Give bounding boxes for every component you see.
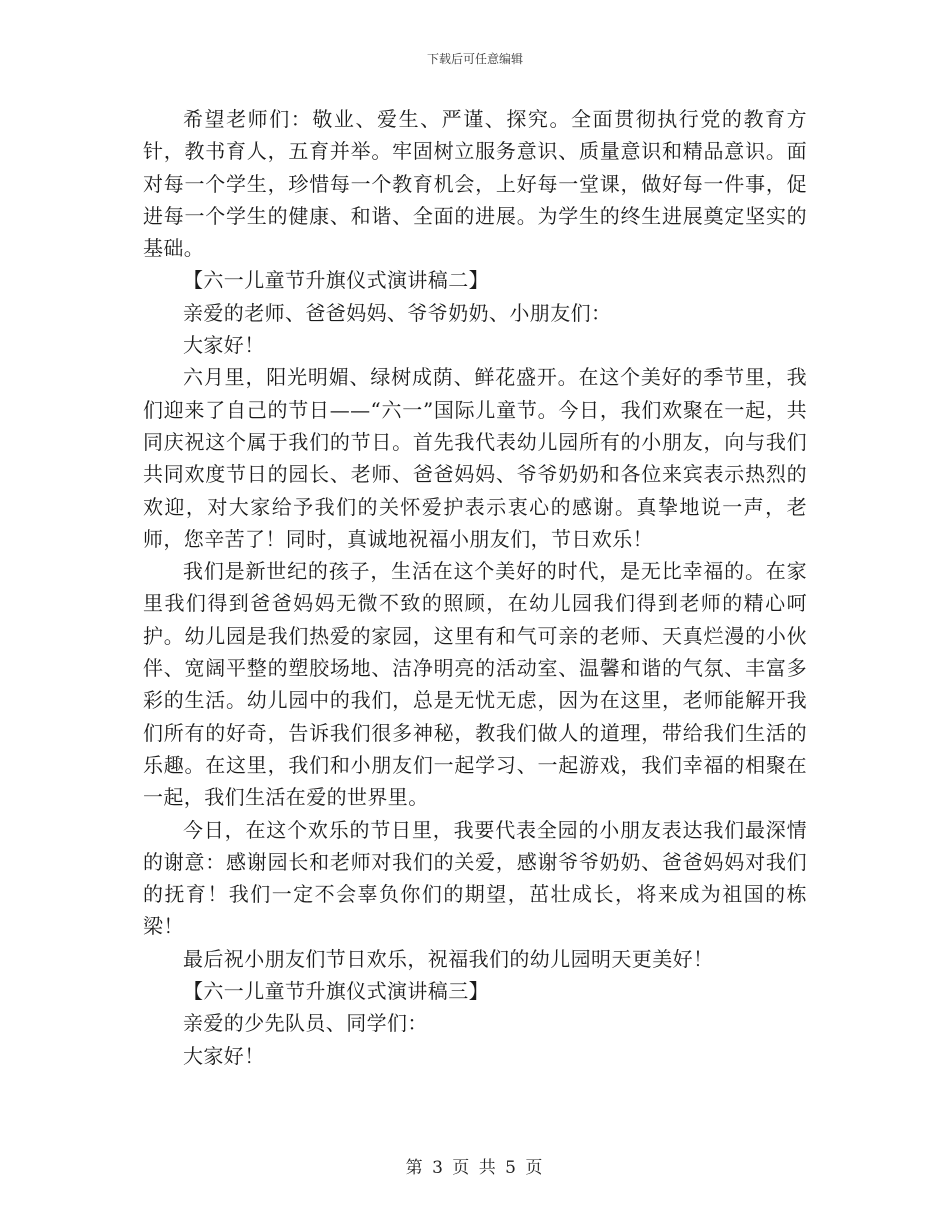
paragraph: 六月里，阳光明媚、绿树成荫、鲜花盛开。在这个美好的季节里，我们迎来了自己的节日——“六一”国际儿童节。今日，我们欢聚在一起，共同庆祝这个属于我们的节日。首先我代表幼儿园所有的小朋友，向与我们共同欢度节日的园长、老师、爸爸妈妈、爷爷奶奶和各位来宾表示热烈的欢迎，对大家给予我们的关怀爱护表示衷心的感谢。真挚地说一声，老师，您辛苦了！同时，真诚地祝福小朋友们，节日欢乐！ — [143, 365, 807, 551]
greeting: 大家好！ — [183, 333, 265, 358]
salutation: 亲爱的少先队员、同学们： — [183, 1011, 428, 1036]
page-header: 下载后可任意编辑 — [426, 52, 523, 66]
paragraph: 我们是新世纪的孩子，生活在这个美好的时代，是无比幸福的。在家里我们得到爸爸妈妈无微不致的照顾，在幼儿园我们得到老师的精心呵护。幼儿园是我们热爱的家园，这里有和气可亲的老师、天真烂漫的小伙伴、宽阔平整的塑胶场地、洁净明亮的活动室、温馨和谐的气氛、丰富多彩的生活。幼儿园中的我们，总是无忧无虑，因为在这里，老师能解开我们所有的好奇，告诉我们很多神秘，教我们做人的道理，带给我们生活的乐趣。在这里，我们和小朋友们一起学习、一起游戏，我们幸福的相聚在一起，我们生活在爱的世界里。 — [143, 559, 807, 810]
greeting: 大家好！ — [183, 1043, 265, 1068]
paragraph: 希望老师们：敬业、爱生、严谨、探究。全面贯彻执行党的教育方针，教书育人，五育并举。牢固树立服务意识、质量意识和精品意识。面对每一个学生，珍惜每一个教育机会，上好每一堂课，做好每一件事，促进每一个学生的健康、和谐、全面的进展。为学生的终生进展奠定坚实的基础。 — [143, 107, 807, 261]
section-heading: 【六一儿童节升旗仪式演讲稿二】 — [183, 268, 489, 293]
document-body — [143, 103, 807, 1072]
section-heading: 【六一儿童节升旗仪式演讲稿三】 — [183, 979, 489, 1004]
page-footer: 第 3 页 共 5 页 — [405, 1158, 545, 1178]
paragraph: 最后祝小朋友们节日欢乐，祝福我们的幼儿园明天更美好！ — [183, 946, 714, 971]
paragraph: 今日，在这个欢乐的节日里，我要代表全园的小朋友表达我们最深情的谢意：感谢园长和老师对我们的关爱，感谢爷爷奶奶、爸爸妈妈对我们的抚育！我们一定不会辜负你们的期望，茁壮成长，将来成为祖国的栋梁！ — [143, 817, 807, 939]
salutation: 亲爱的老师、爸爸妈妈、爷爷奶奶、小朋友们： — [183, 300, 612, 325]
